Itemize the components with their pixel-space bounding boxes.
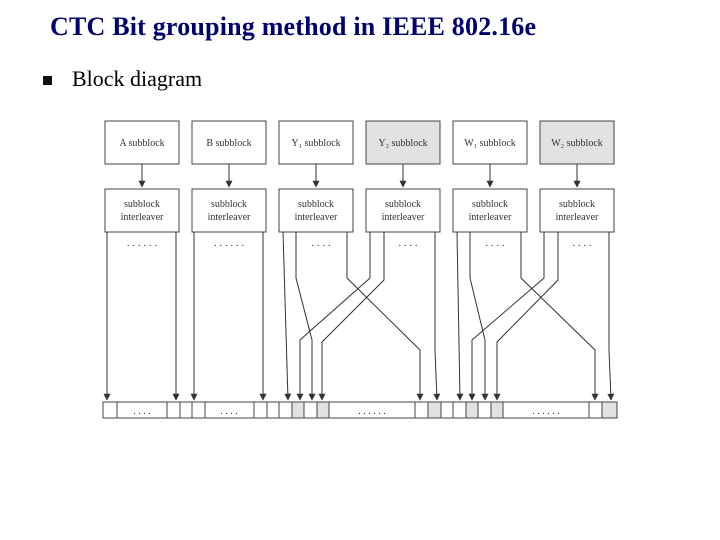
shaded-cell xyxy=(317,402,329,418)
interleaver-label-line2: interleaver xyxy=(468,212,512,223)
interleaver-w2 xyxy=(540,189,614,232)
shaded-cell xyxy=(491,402,503,418)
route-y2-first xyxy=(300,232,370,400)
interleaver-y2 xyxy=(366,189,440,232)
route-y1-first xyxy=(283,232,288,400)
interleaver-label-line1: subblock xyxy=(471,199,509,210)
shaded-cell xyxy=(292,402,304,418)
subblock-label: W₂ subblock xyxy=(551,138,603,149)
subblock-y1 xyxy=(279,121,353,164)
dots: . . . . . . xyxy=(532,406,560,417)
interleaver-label-line1: subblock xyxy=(123,199,161,210)
bullet-text: Block diagram xyxy=(72,66,203,91)
subblock-row xyxy=(105,121,614,164)
interleaver-b xyxy=(192,189,266,232)
shaded-cell xyxy=(428,402,441,418)
interleaver-label-line2: interleaver xyxy=(381,212,425,223)
subblock-y2 xyxy=(366,121,440,164)
interleaver-a xyxy=(105,189,179,232)
subblock-w2 xyxy=(540,121,614,164)
subblock-label: Y₁ subblock xyxy=(291,138,341,149)
interleaver-box xyxy=(105,189,179,232)
subblock-b xyxy=(192,121,266,164)
dots: . . . . xyxy=(485,237,505,249)
slide-title: CTC Bit grouping method in IEEE 802.16e xyxy=(50,12,537,41)
dots: . . . . xyxy=(133,406,151,417)
interleaver-label-line1: subblock xyxy=(210,199,248,210)
interleaver-box xyxy=(540,189,614,232)
interleaver-box xyxy=(279,189,353,232)
subblock-to-interleaver-arrows xyxy=(142,164,577,187)
route-w2-last xyxy=(609,232,611,400)
interleaver-output-dots xyxy=(127,237,592,249)
route-w2-first xyxy=(472,232,544,400)
interleaver-label-line1: subblock xyxy=(384,199,422,210)
dots: . . . . xyxy=(311,237,331,249)
subblock-label: W₁ subblock xyxy=(464,138,516,149)
subblock-label: A subblock xyxy=(119,138,165,149)
routing-lines xyxy=(107,232,611,400)
interleaver-box xyxy=(453,189,527,232)
subblock-a xyxy=(105,121,179,164)
interleaver-label-line1: subblock xyxy=(558,199,596,210)
shaded-cell xyxy=(466,402,478,418)
interleaver-box xyxy=(366,189,440,232)
subblock-label: Y₂ subblock xyxy=(378,138,428,149)
route-y1-second xyxy=(296,232,312,400)
dots: . . . . xyxy=(398,237,418,249)
dots: . . . . . . xyxy=(126,237,158,249)
interleaver-label-line2: interleaver xyxy=(207,212,251,223)
dots: . . . . xyxy=(572,237,592,249)
route-y2-last xyxy=(435,232,437,400)
interleaver-box xyxy=(192,189,266,232)
route-w1-first xyxy=(457,232,460,400)
interleaver-row xyxy=(105,189,614,232)
interleaver-label-line2: interleaver xyxy=(120,212,164,223)
route-w2-second xyxy=(497,232,558,400)
subblock-label: B subblock xyxy=(206,138,252,149)
interleaver-label-line2: interleaver xyxy=(294,212,338,223)
interleaver-y1 xyxy=(279,189,353,232)
dots: . . . . . . xyxy=(358,406,386,417)
dots: . . . . . . xyxy=(213,237,245,249)
subblock-w1 xyxy=(453,121,527,164)
interleaver-label-line2: interleaver xyxy=(555,212,599,223)
dots: . . . . xyxy=(220,406,238,417)
interleaver-w1 xyxy=(453,189,527,232)
shaded-cell xyxy=(602,402,617,418)
interleaver-label-line1: subblock xyxy=(297,199,335,210)
route-y2-second xyxy=(322,232,384,400)
